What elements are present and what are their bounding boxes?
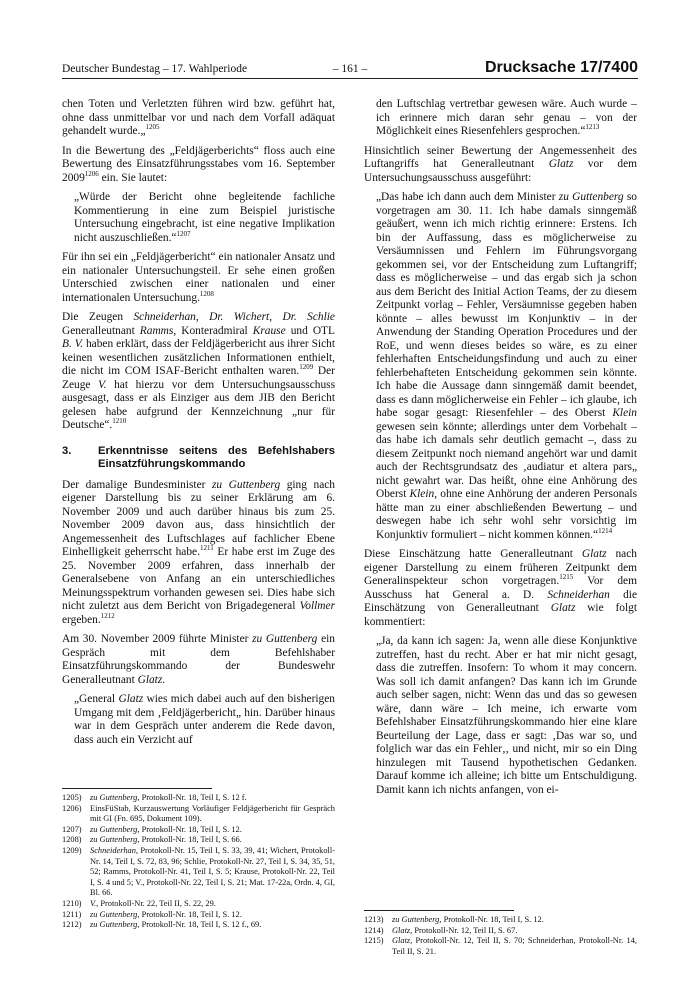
paragraph: Der damalige Bundesminister zu Guttenberg ging nach eigener Darstellung bis zu seiner Erklärung am 6. November 2009 und auch darüber hinaus bis zum 25. November 2009 davon aus, dass hinsichtlich der Angemessenheit des Luftschlages auf fachlicher Ebene Einhelligkeit geherrscht habe.$^{1211}$ Er habe erst im Zuge des 25. November 2009 erfahren, dass innerhalb der Generalsebene von Anfang an ein unterschiedliches Meinungsspektrum vorhanden gewesen sei. Dies habe sich nicht zuletzt aus dem Bericht von Brigadegeneral Vollmer ergeben.$^{1212}$ (62, 478, 336, 626)
footnote-ref[interactable]: 1209 (299, 363, 314, 371)
section-title: Erkenntnisse seitens des Befehlshabers Einsatzführungskommando (98, 444, 335, 470)
footnote-ref[interactable]: 1213 (585, 123, 600, 131)
footnote-text: Schneiderhan, Protokoll-Nr. 15, Teil I, S. 33, 39, 41; Wichert, Protokoll-Nr. 14, Teil I, S. 72, 83, 96; Schlie, Protokoll-Nr. 27, Teil I, S. 34, 35, 51, 52; Ramms, Protokoll-Nr. 41, Teil I, S. 5; Krause, Protokoll-Nr. 22, Teil I, S. 4 und 5; V., Protokoll-Nr. 22, Teil I, S. 21; Mat. 17-22a, Ordn. 4, GI, Bl. 66. (90, 845, 335, 898)
section-heading (62, 445, 335, 471)
footnote-rule (364, 910, 514, 911)
footnote-item (62, 920, 335, 931)
footnote-item (364, 915, 637, 926)
footnote-text: zu Guttenberg, Protokoll-Nr. 18, Teil I, S. 12. (90, 824, 242, 834)
footnote-item (364, 936, 637, 957)
footnote-text: EinsFüStab, Kurzauswertung Vorläufiger Feldjägerbericht für Gespräch mit GI (Fn. 695, Dokument 109). (90, 803, 335, 824)
document-number-prefix: Drucksache 17/ (485, 59, 603, 76)
footnote-number: 1214) (364, 925, 384, 935)
paragraph: chen Toten und Verletzten führen wird bzw. geführt hat, ohne dass unmittelbar vor und nach dem Vorfall adäquat gehandelt wurde.„$^{1205}$ (62, 98, 335, 137)
right-column (364, 98, 637, 803)
block-quote: „Würde der Bericht ohne begleitende fachliche Kommentierung in eine zum Beispiel juristische Untersuchung eingebracht, ist eine negative Implikation nicht auszuschließen.“$^{1207}$ (74, 191, 335, 244)
footnote-item (62, 910, 335, 921)
paragraph: Am 30. November 2009 führte Minister zu Guttenberg ein Gespräch mit dem Befehlshaber Einsatzführungskommando der Bundeswehr Generalleutnant Glatz. (62, 633, 335, 686)
footnote-number: 1207) (62, 824, 82, 834)
footnote-rule (62, 788, 212, 789)
footnote-number: 1205) (62, 793, 82, 802)
footnote-number: 1208) (62, 835, 82, 845)
footnotes-left (62, 788, 335, 931)
footnote-item (62, 899, 335, 910)
footnote-number: 1215) (364, 936, 384, 946)
footnote-ref[interactable]: 1211 (199, 544, 214, 552)
footnote-item (364, 926, 637, 937)
footnote-ref[interactable]: 1206 (84, 169, 99, 178)
footnote-item (62, 846, 335, 899)
block-quote: den Luftschlag vertretbar gewesen wäre. Auch wurde – ich erinnere mich daran sehr genau – von der Möglichkeit eines Riesenfehlers gesprochen.“$^{1213}$ (376, 98, 637, 137)
running-header (62, 58, 638, 79)
block-quote: „Das habe ich dann auch dem Minister zu Guttenberg so vorgetragen am 30. 11. Ich habe damals sinngemäß geäußert, wenn ich mich richtig erinnere: Erstens. Ich bin der Auffassung, dass es möglicherweise zu Versäumnissen und Fehlern im Führungsvorgang gekommen sei, vor der Entscheidung zum Luftangriff; dass es möglicherweise – und das ergab sich ja schon aus dem Bericht des Initial Action Teams, der zu diesem Zeitpunkt vorlag – Fehler, Versäumnisse gegeben haben könnte – alles bewusst im Konjunktiv – in der Anwendung der Standing Operation Procedures und der RoE, und wenn dieses beides so wäre, es zu einer fehlerhaften Entscheidungsfindung und auch zu einer fehlerbehafteten Entscheidung gekommen sein könnte. Ich habe die Aussage dann sinngemäß damit beendet, dass es dann möglicherweise ein Fehler – ich glaube, ich habe sogar gesagt: Riesenfehler – des Oberst Klein gewesen sein könnte; allerdings unter dem Vorbehalt – das habe ich damals sehr deutlich gemacht –, dass zu diesem Zeitpunkt noch niemand angehört war und damit auch der Rechtsgrundsatz des ‚audiatur et altera pars„ nicht gewahrt war. Das heißt, ohne eine Anhörung des Oberst Klein, ohne eine Anhörung der anderen Personals hätte man zu einer abschließenden Bewertung – und deswegen habe ich sehr wohl sehr vorsichtig im Konjunktiv formuliert – nicht kommen können.“$^{1214}$ (376, 191, 638, 541)
paragraph: In die Bewertung des „Feldjägerberichts“ floss auch eine Bewertung des Einsatzführungsstabes vom 16. September $2009^{1206}$ ein. Sie lautet: (62, 144, 335, 184)
footnote-number: 1210) (62, 898, 82, 908)
footnote-ref[interactable]: 1212 (100, 611, 115, 620)
left-column (62, 98, 335, 753)
paragraph: Hinsichtlich seiner Bewertung der Angemessenheit des Luftangriffs hat Generalleutnant Glatz vor dem Untersuchungsausschuss ausgeführt: (364, 144, 637, 184)
footnote-text: zu Guttenberg, Protokoll-Nr. 18, Teil I, S. 12. (392, 915, 544, 924)
block-quote: „Ja, da kann ich sagen: Ja, wenn alle diese Konjunktive zutreffen, hast du recht. Aber er hat mir nicht gesagt, dass die zutreffen. Insofern: To whom it may concern. Was soll ich damit anfangen? Das kann ich im Grunde auch selber sagen, nicht: Wenn das und das so gewesen wäre, dann wäre – Ich meine, ich erwarte vom Befehlshaber Einsatzführungskommando hier eine klare Beurteilung der Lage, dass er sagt: ‚Das war so, und folglich war das ein Fehler‚, und nicht, mir so ein Ding hinzulegen mit Tausend hypothetischen Gedanken. Darauf komme ich alleine; ich bitte um Entschuldigung. Damit kann ich nichts anfangen, von ei- (376, 635, 637, 796)
footnote-number: 1211) (62, 909, 82, 919)
footnote-number: 1212) (62, 920, 82, 930)
footnote-ref[interactable]: 1207 (176, 229, 191, 238)
block-quote: „General Glatz wies mich dabei auch auf den bisherigen Umgang mit dem ‚Feldjägerbericht„ hin. Darüber hinaus war in dem Gespräch unter anderem die Rede davon, dass auch ein Verzicht auf (74, 693, 336, 746)
footnote-item (62, 804, 335, 825)
footnote-text: Glatz, Protokoll-Nr. 12, Teil II, S. 70; Schneiderhan, Protokoll-Nr. 14, Teil II, S. 21. (392, 936, 637, 956)
footnote-text: zu Guttenberg, Protokoll-Nr. 18, Teil I, S. 12 f. (90, 793, 247, 802)
footnote-ref[interactable]: 1210 (112, 417, 127, 425)
footnote-text: zu Guttenberg, Protokoll-Nr. 18, Teil I, S. 12. (90, 909, 242, 919)
footnote-ref[interactable]: 1208 (199, 289, 214, 298)
footnote-text: zu Guttenberg, Protokoll-Nr. 18, Teil I, S. 12 f., 69. (90, 920, 262, 930)
footnote-text: V., Protokoll-Nr. 22, Teil II, S. 22, 29. (90, 898, 216, 908)
footnotes-right (364, 910, 637, 957)
footnote-text: zu Guttenberg, Protokoll-Nr. 18, Teil I, S. 66. (90, 835, 242, 845)
paragraph: Die Zeugen Schneiderhan, Dr. Wichert, Dr. Schlie Generalleutnant Ramms, Konteradmiral Krause und OTL B. V. haben erklärt, dass der Feldjägerbericht aus ihrer Sicht keinen wesentlichen zusätzlichen Informationen enthielt, die nicht im COM ISAF-Bericht enthalten waren.$^{1209}$ Der Zeuge V. hat hierzu vor dem Untersuchungsausschuss ausgesagt, dass er als Einziger aus dem JIB den Bericht gelesen habe aufgrund der Kennzeichnung „nur für Deutsche“.$^{1210}$ (62, 311, 336, 431)
footnote-item (62, 835, 335, 846)
footnote-text: Glatz, Protokoll-Nr. 12, Teil II, S. 67. (392, 925, 518, 935)
document-number-value: 7400 (602, 59, 638, 76)
footnote-ref[interactable]: 1214 (598, 526, 613, 535)
footnote-ref[interactable]: 1205 (145, 123, 160, 131)
paragraph: Für ihn sei ein „Feldjägerbericht“ ein nationaler Ansatz und ein nationaler Untersuchungsteil. Er sehe einen großen Unterschied zwischen einer nationalen und einer internationalen Untersuchung.$^{1208}$ (62, 251, 335, 304)
paragraph: Diese Einschätzung hatte Generalleutnant Glatz nach eigener Darstellung zu einem früheren Zeitpunkt dem Generalinspekteur schon vorgetragen.$^{1215}$ Vor dem Ausschuss hat General a. D. Schneiderhan die Einschätzung von Generalleutnant Glatz wie folgt kommentiert: (364, 548, 637, 628)
section-number: 3. (62, 444, 72, 457)
footnote-ref[interactable]: 1215 (559, 573, 574, 581)
footnote-number: 1209) (62, 845, 82, 855)
footnote-number: 1213) (364, 915, 384, 924)
document-number (485, 59, 638, 77)
header-left: Deutscher Bundestag – 17. Wahlperiode (62, 63, 248, 75)
footnote-item (62, 825, 335, 836)
footnote-item (62, 793, 335, 804)
page-number: – 161 – (332, 63, 368, 75)
footnote-number: 1206) (62, 803, 82, 813)
